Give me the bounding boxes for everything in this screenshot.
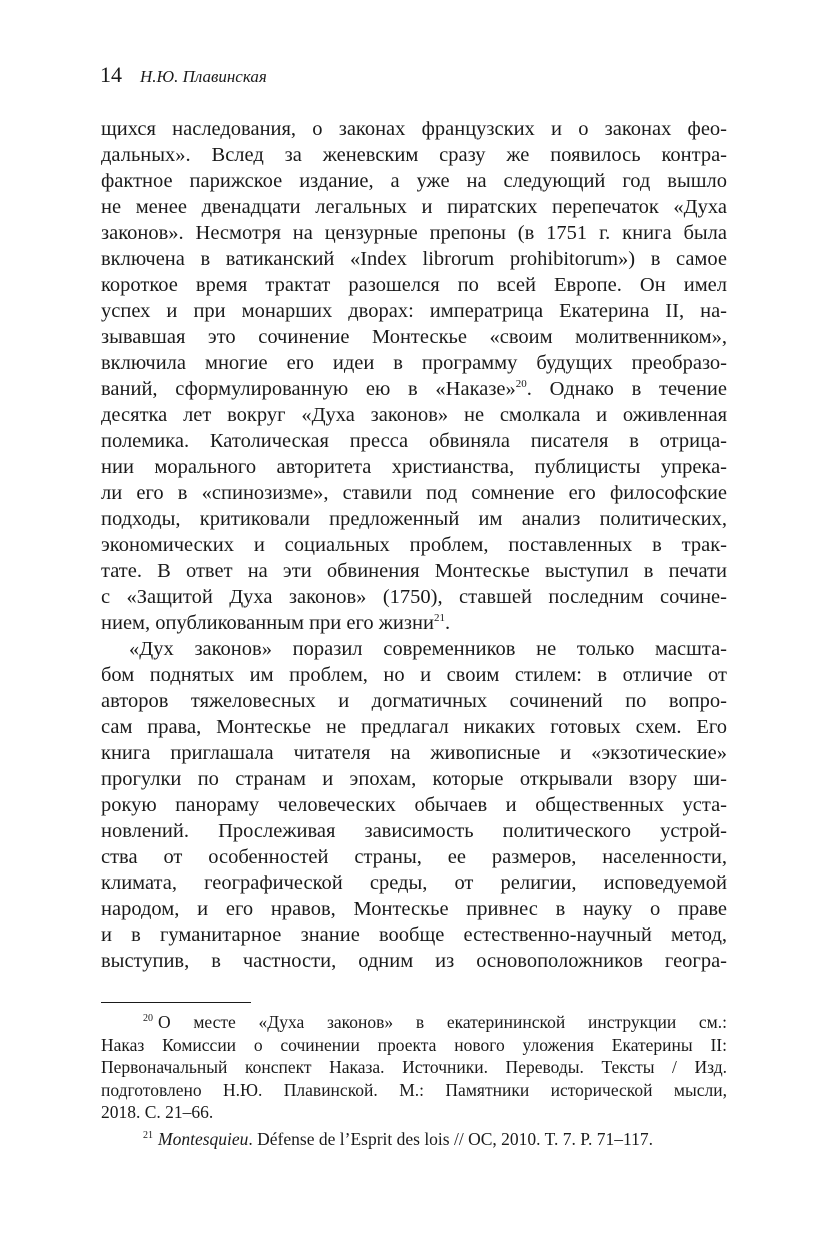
running-head (100, 62, 267, 88)
footnote-mark: 20 (143, 1013, 153, 1024)
footnote-line: 2018. С. 21–66. (101, 1102, 214, 1122)
text-line: народом, и его нравов, Монтескье привнес в науку о праве (101, 898, 727, 920)
footnote-text: О месте «Духа законов» в екатерининской инструкции см.: (158, 1012, 727, 1032)
text-line: книга приглашала читателя на живописные и «экзотические» (101, 742, 727, 764)
footnote-text: . Défense de l’Esprit des lois // OC, 2010. T. 7. P. 71–117. (248, 1128, 653, 1149)
text-segment: . (444, 612, 451, 634)
text-line: ства от особенностей страны, ее размеров, населенности, (101, 846, 727, 868)
text-line: полемика. Католическая пресса обвиняла писателя в отрица- (101, 430, 727, 452)
text-line: подходы, критиковали предложенный им анализ политических, (101, 508, 727, 530)
footnote-line: подготовлено Н.Ю. Плавинской. М.: Памятники исторической мысли, (101, 1079, 727, 1100)
footnote-20 (101, 1011, 727, 1124)
text-line: включена в ватиканский «Index librorum prohibitorum») в самое (101, 248, 727, 270)
text-line: климата, географической среды, от религии, исповедуемой (101, 872, 727, 894)
text-line: дальных». Вслед за женевским сразу же появилось контра- (101, 144, 727, 166)
text-line-with-note-21 (101, 610, 727, 636)
text-segment: . Однако в течение (526, 378, 727, 400)
text-line: фактное парижское издание, а уже на следующий год вышло (101, 170, 727, 192)
text-line: зывавшая это сочинение Монтескье «своим молитвенником», (101, 326, 727, 348)
text-line: нии морального авторитета христианства, публицисты упрека- (101, 456, 727, 478)
text-line: и в гуманитарное знание вообще естественно-научный метод, (101, 924, 727, 946)
text-line: не менее двенадцати легальных и пиратских перепечаток «Духа (101, 196, 727, 218)
text-line: прогулки по странам и эпохам, которые открывали взору ши- (101, 768, 727, 790)
text-line: успех и при монарших дворах: императрица Екатерина II, на- (101, 300, 727, 322)
footnotes (101, 1011, 727, 1150)
page-number: 14 (100, 62, 122, 87)
text-line: бом поднятых им проблем, но и своим стилем: в отличие от (101, 664, 727, 686)
text-line: с «Защитой Духа законов» (1750), ставшей последним сочине- (101, 586, 727, 608)
text-line: сам права, Монтескье не предлагал никаких готовых схем. Его (101, 716, 727, 738)
text-line: включила многие его идеи в программу будущих преобразо- (101, 352, 727, 374)
text-line: щихся наследования, о законах французских и о законах фео- (101, 118, 727, 140)
text-segment: ваний, сформулированную ею в «Наказе» (101, 378, 516, 400)
text-line: короткое время трактат разошелся по всей Европе. Он имел (101, 274, 727, 296)
footnote-separator (101, 1002, 251, 1003)
footnote-author: Montesquieu (158, 1128, 249, 1149)
footnote-line: Наказ Комиссии о сочинении проекта нового уложения Екатерины II: (101, 1034, 727, 1055)
text-line: законов». Несмотря на цензурные препоны (в 1751 г. книга была (101, 222, 727, 244)
text-line: новлений. Прослеживая зависимость политического устрой- (101, 820, 727, 842)
footnote-line (101, 1011, 727, 1034)
footnote-ref-20[interactable]: 20 (515, 378, 527, 390)
body-text (101, 116, 727, 974)
text-line: выступив, в частности, одним из основоположников геогра- (101, 950, 727, 972)
text-line: тате. В ответ на эти обвинения Монтескье выступил в печати (101, 560, 727, 582)
text-line: экономических и социальных проблем, поставленных в трак- (101, 534, 727, 556)
text-line: авторов тяжеловесных и догматичных сочинений по вопро- (101, 690, 727, 712)
text-line: «Дух законов» поразил современников не только масшта- (129, 638, 727, 660)
text-line: десятка лет вокруг «Духа законов» не смолкала и оживленная (101, 404, 727, 426)
footnote-line: Первоначальный конспект Наказа. Источники. Переводы. Тексты / Изд. (101, 1057, 727, 1077)
text-line: рокую панораму человеческих обычаев и общественных уста- (101, 794, 727, 816)
paragraph-1 (101, 116, 727, 636)
footnote-21 (101, 1128, 727, 1151)
paragraph-2 (101, 636, 727, 974)
text-line-with-note-20 (101, 376, 727, 402)
footnote-ref-21[interactable]: 21 (433, 612, 445, 624)
text-segment: нием, опубликованным при его жизни (101, 612, 434, 634)
footnote-mark: 21 (143, 1129, 153, 1141)
running-head-author: Н.Ю. Плавинская (140, 67, 267, 86)
text-line: ли его в «спинозизме», ставили под сомнение его философские (101, 482, 727, 504)
